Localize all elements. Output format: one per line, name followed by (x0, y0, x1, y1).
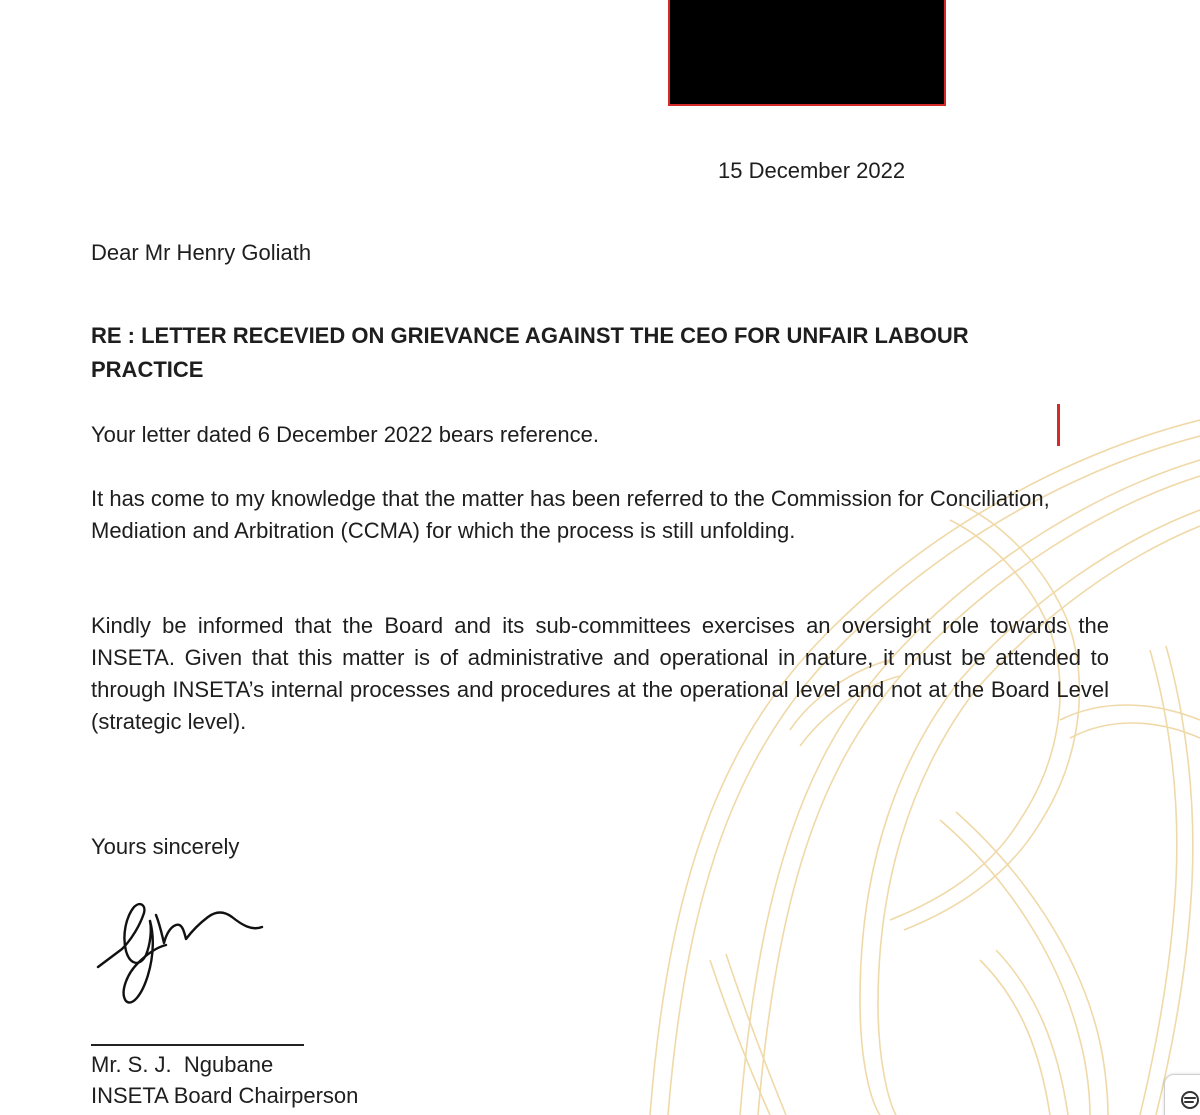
reader-view-icon (1179, 1089, 1200, 1111)
body-paragraph-1: Your letter dated 6 December 2022 bears reference. (91, 422, 599, 447)
closing-line: Yours sincerely (91, 834, 240, 859)
handwritten-signature-icon (92, 895, 272, 1015)
subject-heading: RE : LETTER RECEVIED ON GRIEVANCE AGAINST THE CEO FOR UNFAIR LABOUR PRACTICE (91, 323, 969, 382)
letter-date: 15 December 2022 (718, 158, 906, 183)
reader-view-button[interactable] (1164, 1074, 1200, 1115)
body-paragraph-2: It has come to my knowledge that the matter has been referred to the Commission for Conciliation, Mediation and Arbitration (CCMA) for which the process is still unfolding. (91, 486, 1050, 543)
signature-line (91, 1044, 304, 1046)
body-paragraph-3: Kindly be informed that the Board and its sub-committees exercises an oversight role towards the INSETA. Given that this matter is of administrative and operational in nature, it must be attended to through INSETA’s internal processes and procedures at the operational level and not at the Board Level (strategic level). (91, 613, 1109, 734)
signer-title: INSETA Board Chairperson (91, 1083, 359, 1108)
redacted-letterhead (668, 0, 946, 106)
signer-name: Mr. S. J. Ngubane (91, 1052, 274, 1077)
salutation: Dear Mr Henry Goliath (91, 240, 312, 265)
